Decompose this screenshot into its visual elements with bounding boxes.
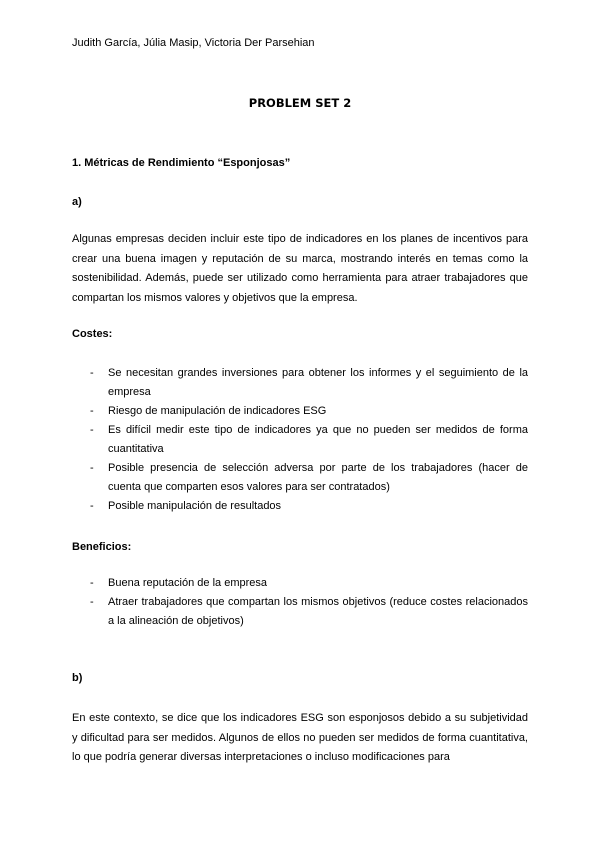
section-heading: 1. Métricas de Rendimiento “Esponjosas” [72, 157, 291, 169]
part-b-paragraph: En este contexto, se dice que los indicadores ESG son esponjosos debido a su subjetividad y dificultad para ser medidos. Algunos de ellos no pueden ser medidos de forma cuantitativa, lo que podría generar diversas interpretaciones o incluso modificaciones para [72, 712, 528, 763]
bullet-dash: - [90, 462, 94, 474]
list-item: - Posible presencia de selección adversa por parte de los trabajadores (hacer de cuenta que comparten esos valores para ser contratados) [72, 459, 528, 497]
list-item: - Posible manipulación de resultados [72, 497, 528, 516]
list-item: - Atraer trabajadores que compartan los mismos objetivos (reduce costes relacionados a la alineación de objetivos) [72, 593, 528, 631]
beneficios-heading: Beneficios: [72, 541, 132, 553]
list-item: - Es difícil medir este tipo de indicadores ya que no pueden ser medidos de forma cuantitativa [72, 421, 528, 459]
list-item: - Se necesitan grandes inversiones para obtener los informes y el seguimiento de la empresa [72, 364, 528, 402]
bullet-dash: - [90, 367, 94, 379]
list-item: - Riesgo de manipulación de indicadores ESG [72, 402, 528, 421]
beneficios-list [72, 574, 528, 631]
list-item: - Buena reputación de la empresa [72, 574, 528, 593]
bullet-dash: - [90, 500, 94, 512]
document-title: PROBLEM SET 2 [248, 96, 352, 110]
part-a-paragraph: Algunas empresas deciden incluir este tipo de indicadores en los planes de incentivos para crear una buena imagen y reputación de su marca, mostrando interés en temas como la sostenibilidad. Además, puede ser utilizado como herramienta para atraer trabajadores que compartan los mismos valores y objetivos que la empresa. [72, 233, 528, 304]
bullet-dash: - [90, 596, 94, 608]
costes-list [72, 364, 528, 516]
part-a-label: a) [72, 196, 82, 208]
header-authors: Judith García, Júlia Masip, Victoria Der Parsehian [72, 37, 315, 49]
part-b-label: b) [72, 672, 83, 684]
bullet-dash: - [90, 424, 94, 436]
costes-heading: Costes: [72, 328, 113, 340]
bullet-dash: - [90, 577, 94, 589]
bullet-dash: - [90, 405, 94, 417]
